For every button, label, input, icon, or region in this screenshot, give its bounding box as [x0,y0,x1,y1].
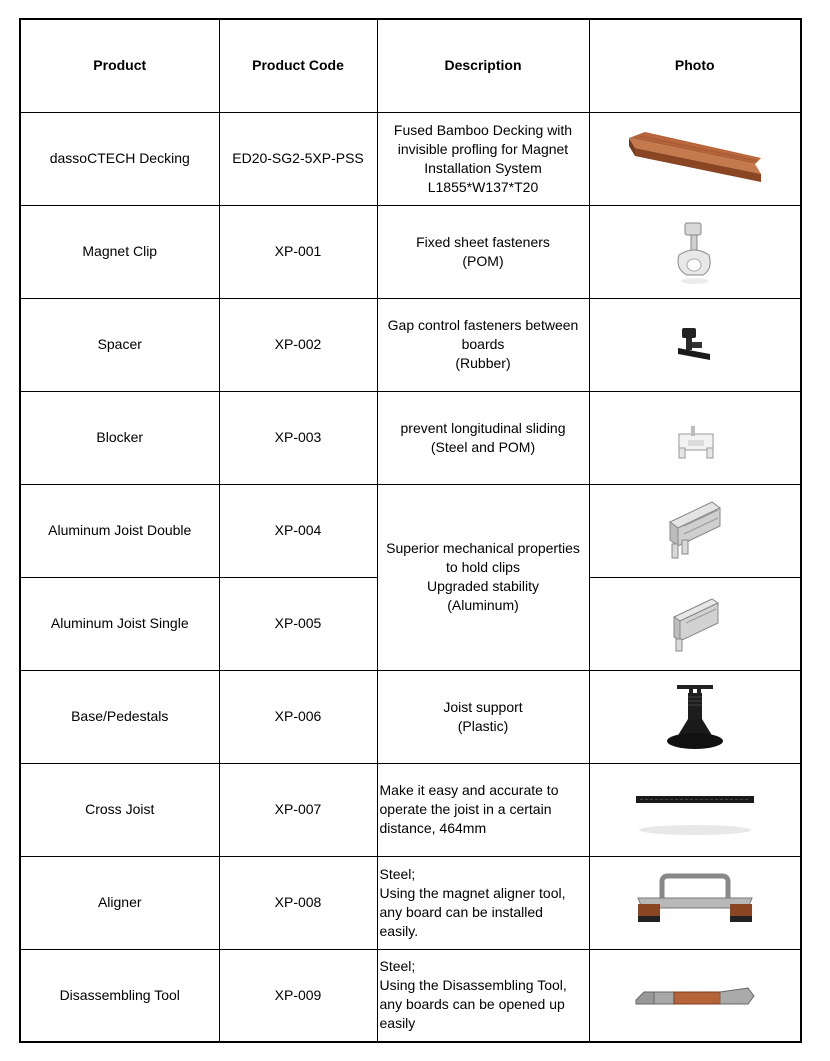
aligner-tool-icon [630,868,760,938]
product-photo [589,391,801,484]
product-photo [589,763,801,856]
product-name: Aluminum Joist Single [20,577,219,670]
table-row [20,484,801,577]
product-code: XP-009 [219,949,377,1042]
product-description: Make it easy and accurate to operate the joist in a certain distance, 464mm [377,763,589,856]
product-description: prevent longitudinal sliding (Steel and POM) [377,391,589,484]
product-description: Gap control fasteners between boards (Rubber) [377,298,589,391]
product-description: Joist support (Plastic) [377,670,589,763]
product-code: XP-001 [219,205,377,298]
table-row [20,856,801,949]
bamboo-deck-board-icon [625,124,765,194]
product-code: XP-007 [219,763,377,856]
product-name: Spacer [20,298,219,391]
product-table [19,18,802,1043]
header-photo: Photo [589,19,801,112]
product-name: Disassembling Tool [20,949,219,1042]
product-description: Steel; Using the Disassembling Tool, any boards can be opened up easily [377,949,589,1042]
product-code: XP-005 [219,577,377,670]
product-photo [589,856,801,949]
table-row [20,763,801,856]
table-row [20,112,801,205]
table-row [20,949,801,1042]
product-photo [589,949,801,1042]
aluminum-joist-single-icon [660,589,730,659]
magnet-clip-icon [665,217,725,287]
header-product: Product [20,19,219,112]
product-photo [589,577,801,670]
product-description: Fixed sheet fasteners (POM) [377,205,589,298]
pedestal-icon [655,679,735,755]
product-name: dassoCTECH Decking [20,112,219,205]
product-name: Magnet Clip [20,205,219,298]
product-description: Steel; Using the magnet aligner tool, any board can be installed easily. [377,856,589,949]
product-description: Superior mechanical properties to hold clips Upgraded stability (Aluminum) [377,484,589,670]
product-description: Fused Bamboo Decking with invisible profling for Magnet Installation System L1855*W137*T20 [377,112,589,205]
table-row [20,670,801,763]
product-photo [589,205,801,298]
product-photo [589,484,801,577]
table-row [20,205,801,298]
product-name: Blocker [20,391,219,484]
table-row [20,298,801,391]
header-product-code: Product Code [219,19,377,112]
product-code: XP-004 [219,484,377,577]
header-description: Description [377,19,589,112]
table-row [20,391,801,484]
blocker-icon [665,408,725,468]
product-name: Aluminum Joist Double [20,484,219,577]
product-name: Aligner [20,856,219,949]
aluminum-joist-double-icon [660,496,730,566]
product-code: XP-003 [219,391,377,484]
product-code: ED20-SG2-5XP-PSS [219,112,377,205]
header-row [20,19,801,112]
spacer-icon [670,320,720,370]
product-name: Cross Joist [20,763,219,856]
product-code: XP-002 [219,298,377,391]
product-photo [589,670,801,763]
product-code: XP-006 [219,670,377,763]
product-photo [589,298,801,391]
product-photo [589,112,801,205]
product-name: Base/Pedestals [20,670,219,763]
disassembling-tool-icon [630,970,760,1020]
product-code: XP-008 [219,856,377,949]
cross-joist-icon [630,780,760,840]
